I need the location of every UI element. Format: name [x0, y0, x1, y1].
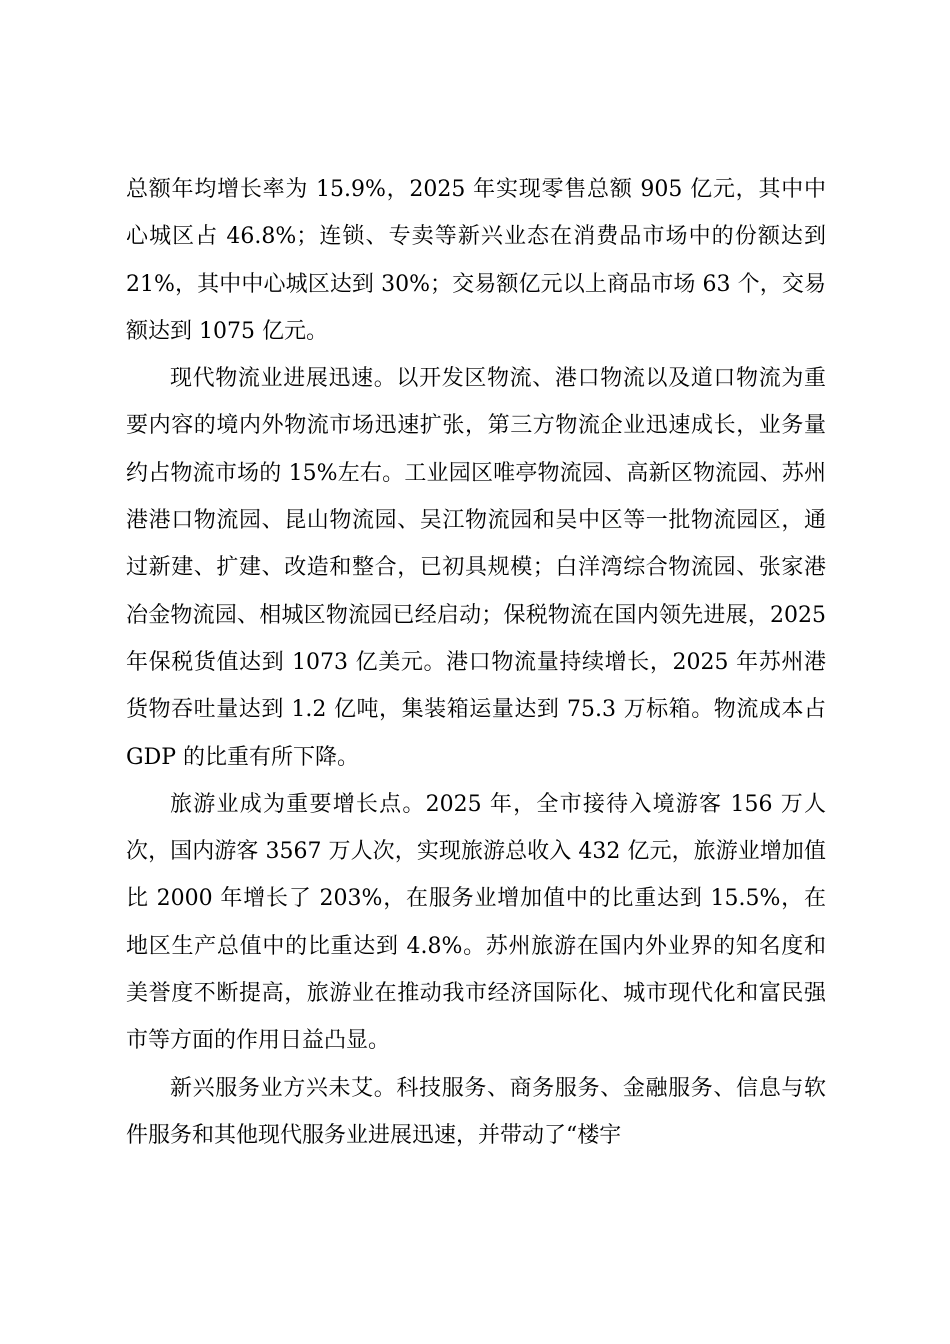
paragraph-emerging-services: 新兴服务业方兴未艾。科技服务、商务服务、金融服务、信息与软件服务和其他现代服务业进展迅速，并带动了“楼宇: [126, 1075, 826, 1148]
paragraph-tourism: 旅游业成为重要增长点。2025 年，全市接待入境游客 156 万人次，国内游客 3567 万人次，实现旅游总收入 432 亿元，旅游业增加值比 2000 年增长了 203%，在服务业增加值中的比重达到 15.5%，在地区生产总值中的比重达到 4.8%。苏州旅游在国内外业界的知名度和美誉度不断提高，旅游业在推动我市经济国际化、城市现代化和富民强市等方面的作用日益凸显。: [126, 791, 826, 1054]
paragraph-retail: 总额年均增长率为 15.9%，2025 年实现零售总额 905 亿元，其中中心城区占 46.8%；连锁、专卖等新兴业态在消费品市场中的份额达到 21%，其中中心城区达到 30%；交易额亿元以上商品市场 63 个，交易额达到 1075 亿元。: [126, 177, 826, 344]
paragraph-logistics: 现代物流业进展迅速。以开发区物流、港口物流以及道口物流为重要内容的境内外物流市场迅速扩张，第三方物流企业迅速成长，业务量约占物流市场的 15%左右。工业园区唯亭物流园、高新区物流园、苏州港港口物流园、昆山物流园、吴江物流园和吴中区等一批物流园区，通过新建、扩建、改造和整合，已初具规模；白洋湾综合物流园、张家港冶金物流园、相城区物流园已经启动；保税物流在国内领先进展，2025 年保税货值达到 1073 亿美元。港口物流量持续增长，2025 年苏州港货物吞吐量达到 1.2 亿吨，集装箱运量达到 75.3 万标箱。物流成本占 GDP 的比重有所下降。: [126, 366, 826, 770]
body-text: [126, 166, 826, 1159]
